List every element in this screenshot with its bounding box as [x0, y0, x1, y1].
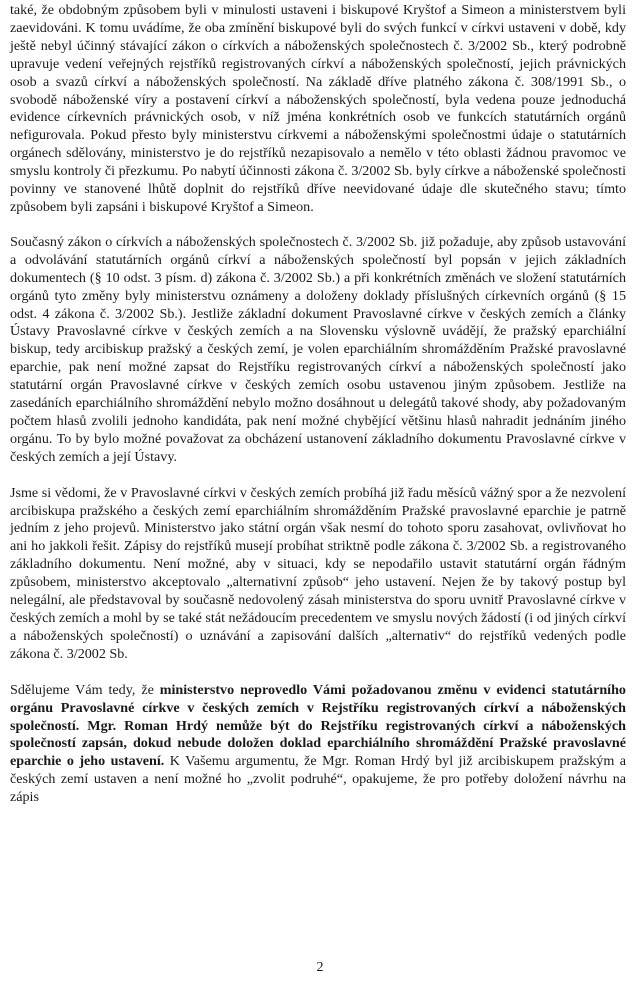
page-number: 2 [316, 960, 324, 975]
paragraph-3 [10, 485, 626, 664]
paragraph-1 [10, 2, 626, 217]
text-segment: také, že obdobným způsobem byli v minulosti ustaveni i biskupové Kryštof a Simeon a ministerstvem byli zaevidováni. K tomu uvádíme, že oba zmínění biskupové byli do svých funkcí v církvi ustaveni v době, kdy ještě nebyl účinný stávající zákon o církvích a náboženských společnostech č. 3/2002 Sb., který podrobně upravuje vedení veřejných rejstříků registrovaných církví a náboženských společností, jejich právnických osob a svazů církví a náboženských společností. Na základě dříve platného zákona č. 308/1991 Sb., o svobodě náboženské víry a postavení církví a náboženských společností, byla vedena pouze jednoduchá evidence církevních právnických osob, v níž jména konkrétních osob ve funkcích statutárních orgánů nefigurovala. Pokud přesto byly ministerstvu církvemi a náboženskými společnostmi údaje o statutárních orgánech sdělovány, ministerstvo je do rejstříků nezapisovalo a nemělo v této oblasti žádnou pravomoc ve smyslu kontroly či přezkumu. Po nabytí účinnosti zákona č. 3/2002 Sb. byly církve a náboženské společnosti povinny ve stanovené lhůtě doplnit do rejstříků dříve neevidované údaje dle skutečného stavu; tímto způsobem byli zapsáni i biskupové Kryštof a Simeon. [10, 2, 626, 215]
text-segment: Současný zákon o církvích a náboženských společnostech č. 3/2002 Sb. již požaduje, aby způsob ustavování a odvolávání statutárních orgánů církví a náboženských společností byl popsán v jejich základních dokumentech (§ 10 odst. 3 písm. d) zákona č. 3/2002 Sb.) a při konkrétních změnách ve složení statutárních orgánů tyto změny byly ministerstvu oznámeny a doloženy doklady příslušných církevních orgánů (§ 15 odst. 4 zákona č. 3/2002 Sb.). Jestliže základní dokument Pravoslavné církve v českých zemích a články Ústavy Pravoslavné církve v českých zemích a na Slovensku výslovně uvádějí, že pražský eparchiální biskup, tedy arcibiskup pražský a českých zemí, je volen eparchiálním shromážděním Pražské pravoslavné eparchie, pak není možné zapsat do Rejstříku registrovaných církví a náboženských společností jako statutární orgán Pravoslavné církve v českých zemích osobu ustavenou jiným způsobem. Jestliže na zasedáních eparchiálního shromáždění nebylo možno dosáhnout u delegátů takové shody, aby požadovaným počtem hlasů zvolili jednoho kandidáta, pak není možné chybějící většinu hlasů nahradit jednáním jiného orgánu. To by bylo možné považovat za obcházení ustanovení základního dokumentu Pravoslavné církve v českých zemích a její Ústavy. [10, 233, 626, 465]
text-segment: Jsme si vědomi, že v Pravoslavné církvi v českých zemích probíhá již řadu měsíců vážný spor a že nezvolení arcibiskupa pražského a českých zemí eparchiálním shromážděním Pražské pravoslavné eparchie je patrně jedním z jeho projevů. Ministerstvo jako státní orgán však nesmí do tohoto sporu zasahovat, ovlivňovat ho ani ho jakkoli řešit. Zápisy do rejstříků musejí probíhat striktně podle zákona č. 3/2002 Sb. a registrovaného základního dokumentu. Není možné, aby v situaci, kdy se nepodařilo ustavit statutární orgán řádným způsobem, ministerstvo akceptovalo „alternativní způsob“ jeho ustavení. Nejen že by takový postup byl nelegální, ale představoval by současně nedovolený zásah ministerstva do sporu uvnitř Pravoslavné církve v českých zemích a mohl by se také stát nežádoucím precedentem ve smyslu nových žádostí (i od jiných církví a náboženských společností) o uznávání a zapisování dalších „alternativ“ do rejstříků vedených podle zákona č. 3/2002 Sb. [10, 484, 626, 662]
text-segment: Sdělujeme Vám tedy, že [10, 681, 160, 698]
paragraph-2 [10, 234, 626, 467]
document-body [10, 2, 626, 807]
bold-statement: ministerstvo neprovedlo Vámi požadovanou změnu v evidenci statutárního orgánu Pravoslavné církve v českých zemích v Rejstříku registrovaných církví a náboženských společností. Mgr. Roman Hrdý nemůže být do Rejstříku registrovaných církví a náboženských společností zapsán, dokud nebude doložen doklad eparchiálního shromáždění Pražské pravoslavné eparchie o jeho ustavení. [10, 681, 626, 770]
text-segment: K Vašemu argumentu, že Mgr. Roman Hrdý byl již arcibiskupem pražským a českých zemí ustaven a není možné ho „zvolit podruhé“, opakujeme, že pro potřeby doložení návrhu na zápis [10, 753, 626, 806]
paragraph-4 [10, 682, 626, 807]
